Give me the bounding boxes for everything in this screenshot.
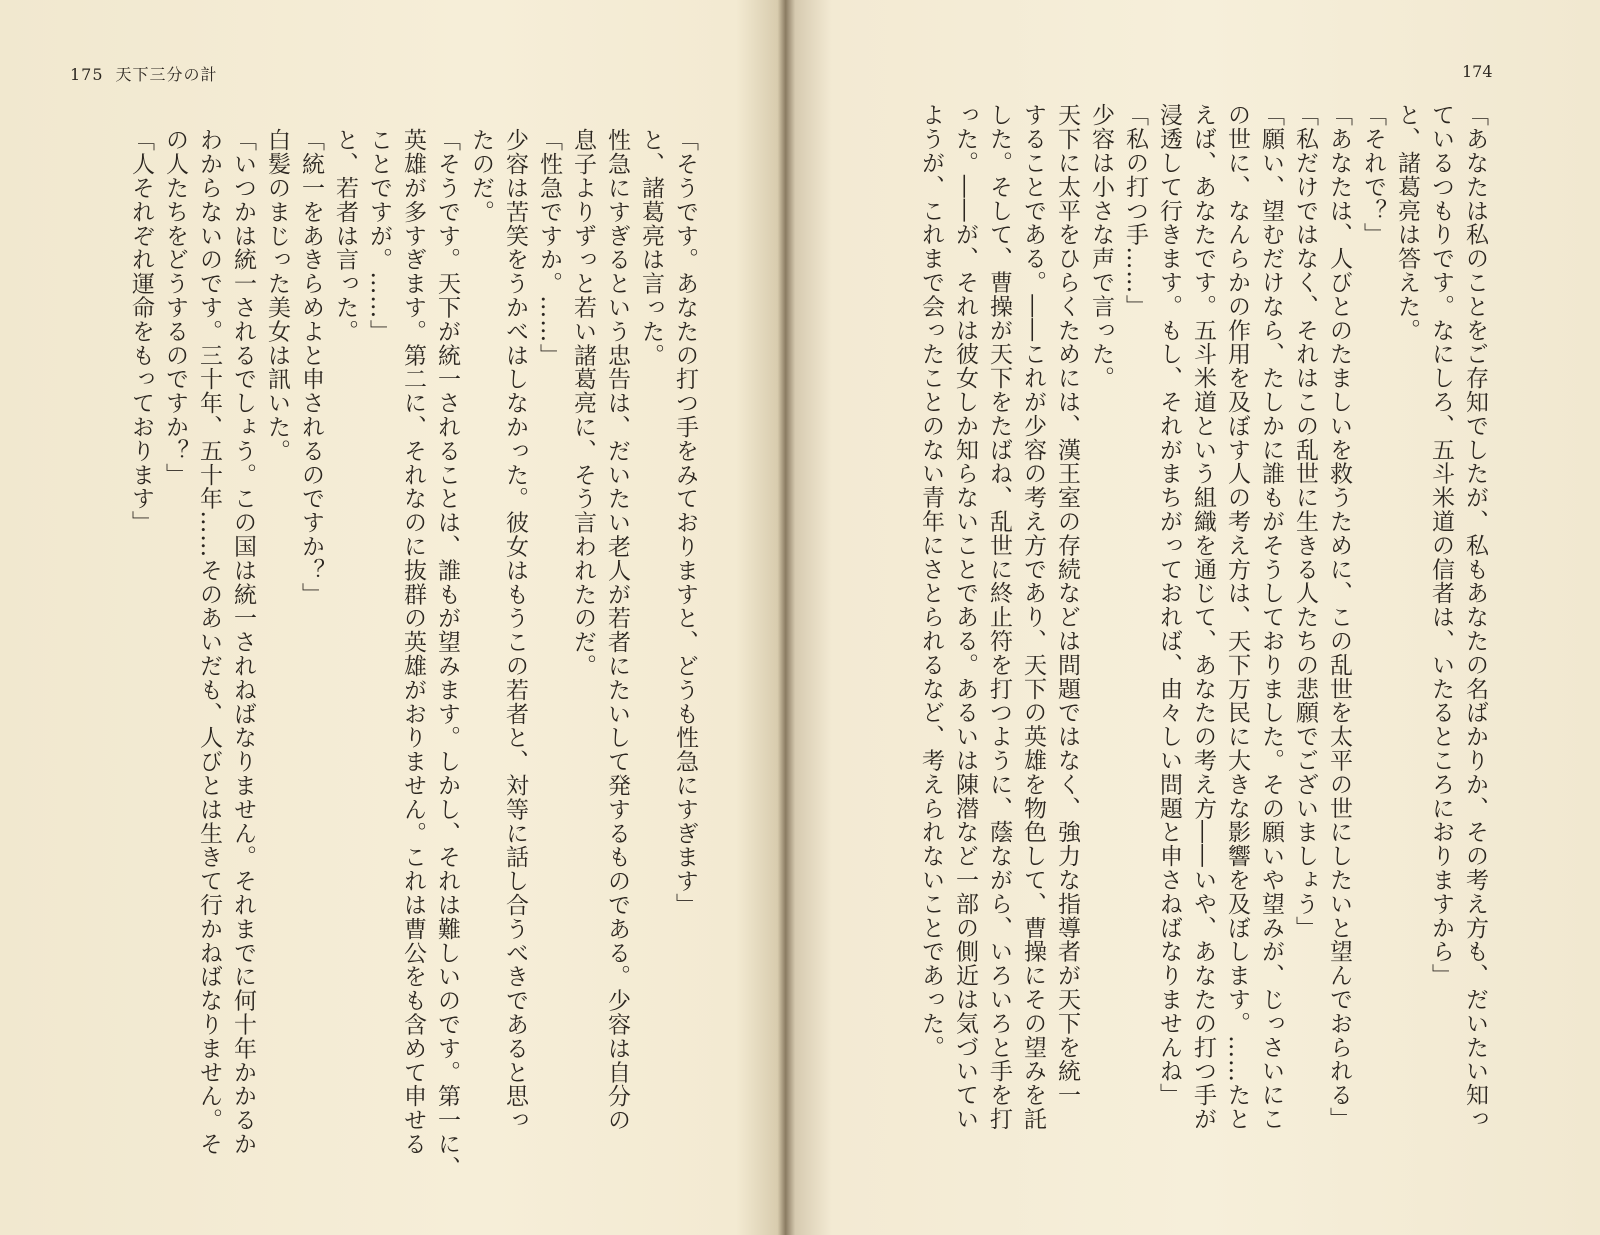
- text-line: 「いつかは統一されるでしょう。この国は統一されねばなりません。それまでに何十年かかるか: [230, 128, 256, 1156]
- text-line: 「あなたは私のことをご存知でしたが、私もあなたの名ばかりか、その考え方も、だいたい知っ: [1462, 103, 1488, 1131]
- page-number: 175: [70, 65, 104, 84]
- text-line: 天下に太平をひらくためには、漢王室の存続などは問題ではなく、強力な指導者が天下を統一: [1054, 103, 1080, 1107]
- text-line: 性急にすぎるという忠告は、だいたい老人が若者にたいして発するものである。少容は自分の: [604, 128, 630, 1132]
- right-page: [790, 0, 1600, 1235]
- text-line: 「願い、望むだけなら、たしかに誰もがそうしておりました。その願いや望みが、じっさいにこ: [1258, 103, 1284, 1131]
- text-line: 「性急ですか。……」: [536, 128, 562, 367]
- text-line: 「あなたは、人びとのたましいを救うために、この乱世を太平の世にしたいと望んでおられる」: [1326, 103, 1352, 1131]
- text-line: することである。――これが少容の考え方であり、天下の英雄を物色して、曹操にその望みを託: [1020, 103, 1046, 1131]
- text-line: 「そうです。あなたの打つ手をみておりますと、どうも性急にすぎます」: [672, 128, 698, 917]
- text-line: 「統一をあきらめよと申されるのですか？」: [298, 128, 324, 606]
- text-line: わからないのです。三十年、五十年……そのあいだも、人びとは生きて行かねばなりません。そ: [196, 128, 222, 1156]
- text-line: 息子よりずっと若い諸葛亮に、そう言われたのだ。: [570, 128, 596, 678]
- text-line: の世に、なんらかの作用を及ぼす人の考え方は、天下万民に大きな影響を及ぼします。……たと: [1224, 103, 1250, 1131]
- text-line: と、諸葛亮は答えた。: [1394, 103, 1420, 342]
- left-page: [0, 0, 790, 1235]
- text-line: ことですが。……」: [366, 128, 392, 344]
- page-number: 174: [1462, 62, 1493, 81]
- text-line: 「それで？」: [1360, 103, 1386, 247]
- text-line: 少容は苦笑をうかべはしなかった。彼女はもうこの若者と、対等に話し合うべきであると思っ: [502, 128, 528, 1132]
- text-line: と、若者は言った。: [332, 128, 358, 344]
- running-head-title: 天下三分の計: [115, 65, 218, 84]
- text-line: ようが、これまで会ったことのない青年にさとられるなど、考えられないことであった。: [918, 103, 944, 1059]
- text-line: 「人それぞれ運命をもっております」: [128, 128, 154, 535]
- text-line: 浸透して行きます。もし、それがまちがっておれば、由々しい問題と申さねばなりませんね」: [1156, 103, 1182, 1107]
- text-line: たのだ。: [468, 128, 494, 224]
- body-text: [914, 103, 1492, 1213]
- body-text: [124, 128, 702, 1213]
- text-line: と、諸葛亮は言った。: [638, 128, 664, 367]
- text-line: ているつもりです。なにしろ、五斗米道の信者は、いたるところにおりますから」: [1428, 103, 1454, 988]
- text-line: した。そして、曹操が天下をたばね、乱世に終止符を打つように、蔭ながら、いろいろと手を打: [986, 103, 1012, 1131]
- running-header: [70, 62, 218, 85]
- text-line: 白髪のまじった美女は訊いた。: [264, 128, 290, 463]
- text-line: 少容は小さな声で言った。: [1088, 103, 1114, 390]
- text-line: った。――が、それは彼女しか知らないことである。あるいは陳潜など一部の側近は気づいてい: [952, 103, 978, 1131]
- text-line: の人たちをどうするのですか？」: [162, 128, 188, 487]
- text-line: 「そうです。天下が統一されることは、誰もが望みます。しかし、それは難しいのです。第一に、: [434, 128, 460, 1180]
- text-line: えば、あなたです。五斗米道という組織を通じて、あなたの考え方――いや、あなたの打つ手が: [1190, 103, 1216, 1131]
- text-line: 英雄が多すぎます。第二に、それなのに抜群の英雄がおりません。これは曹公をも含めて申せる: [400, 128, 426, 1156]
- text-line: 「私だけではなく、それはこの乱世に生きる人たちの悲願でございましょう」: [1292, 103, 1318, 940]
- text-line: 「私の打つ手……」: [1122, 103, 1148, 319]
